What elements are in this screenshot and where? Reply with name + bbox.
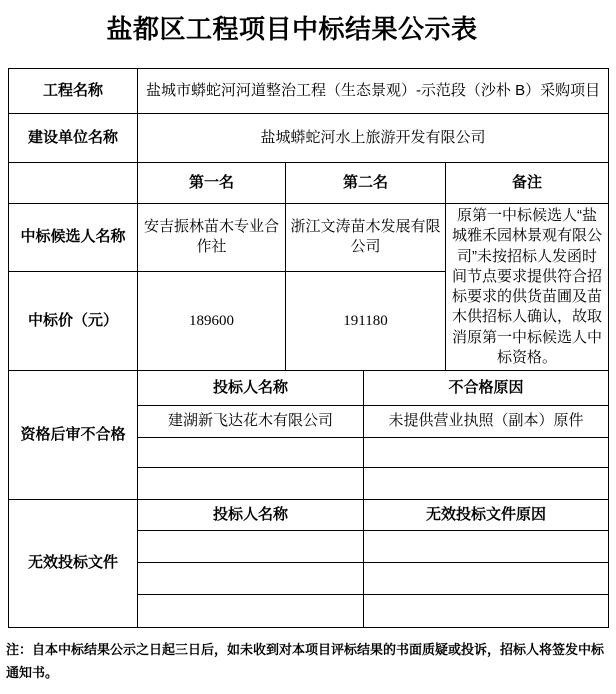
invalid-bidder-cell <box>138 531 364 563</box>
page-title: 盐都区工程项目中标结果公示表 <box>106 14 478 44</box>
rank-blank-cell <box>9 163 138 204</box>
remark-header: 备注 <box>446 163 609 204</box>
unqualified-reason-cell <box>364 438 609 468</box>
invalid-reason-cell <box>364 595 609 628</box>
owner-value: 盐城蟒蛇河水上旅游开发有限公司 <box>138 114 609 163</box>
price-first-cell: 189600 <box>138 271 286 370</box>
price-label: 中标价（元） <box>9 271 138 370</box>
candidates-label: 中标候选人名称 <box>9 204 138 272</box>
unqualified-reason-cell <box>364 468 609 500</box>
rank-second-header: 第二名 <box>286 163 446 204</box>
project-name-label: 工程名称 <box>9 69 138 114</box>
unqualified-reason-header: 不合格原因 <box>364 371 609 406</box>
candidate-first-cell: 安吉振林苗木专业合作社 <box>138 204 286 272</box>
invalid-reason-header: 无效投标文件原因 <box>364 500 609 531</box>
invalid-reason-cell <box>364 563 609 595</box>
footer-note: 注：自本中标结果公示之日起三日后，如未收到对本项目评标结果的书面质疑或投诉，招标人将签发中标通知书。 <box>6 642 605 680</box>
owner-label: 建设单位名称 <box>9 114 138 163</box>
invalid-reason-cell <box>364 531 609 563</box>
bid-result-table <box>8 68 609 628</box>
invalid-bidder-header: 投标人名称 <box>138 500 364 531</box>
unqualified-bidder-cell <box>138 438 364 468</box>
unqualified-reason-cell: 未提供营业执照（副本）原件 <box>364 406 609 438</box>
candidate-second-cell: 浙江文涛苗木发展有限公司 <box>286 204 446 272</box>
invalid-bidder-cell <box>138 595 364 628</box>
rank-first-header: 第一名 <box>138 163 286 204</box>
price-second-cell: 191180 <box>286 271 446 370</box>
unqualified-bidder-cell: 建湖新飞达花木有限公司 <box>138 406 364 438</box>
invalid-bidder-cell <box>138 563 364 595</box>
invalid-section-label: 无效投标文件 <box>9 500 138 628</box>
unqualified-section-label: 资格后审不合格 <box>9 371 138 500</box>
project-name-value: 盐城市蟒蛇河河道整治工程（生态景观）-示范段（沙朴 B）采购项目 <box>138 69 609 114</box>
unqualified-bidder-cell <box>138 468 364 500</box>
remark-text-cell: 原第一中标候选人“盐城雅禾园林景观有限公司”未按招标人发函时间节点要求提供符合招标要求的供货苗圃及苗木供招标人确认，故取消原第一中标候选人中标资格。 <box>446 204 609 371</box>
unqualified-bidder-header: 投标人名称 <box>138 371 364 406</box>
